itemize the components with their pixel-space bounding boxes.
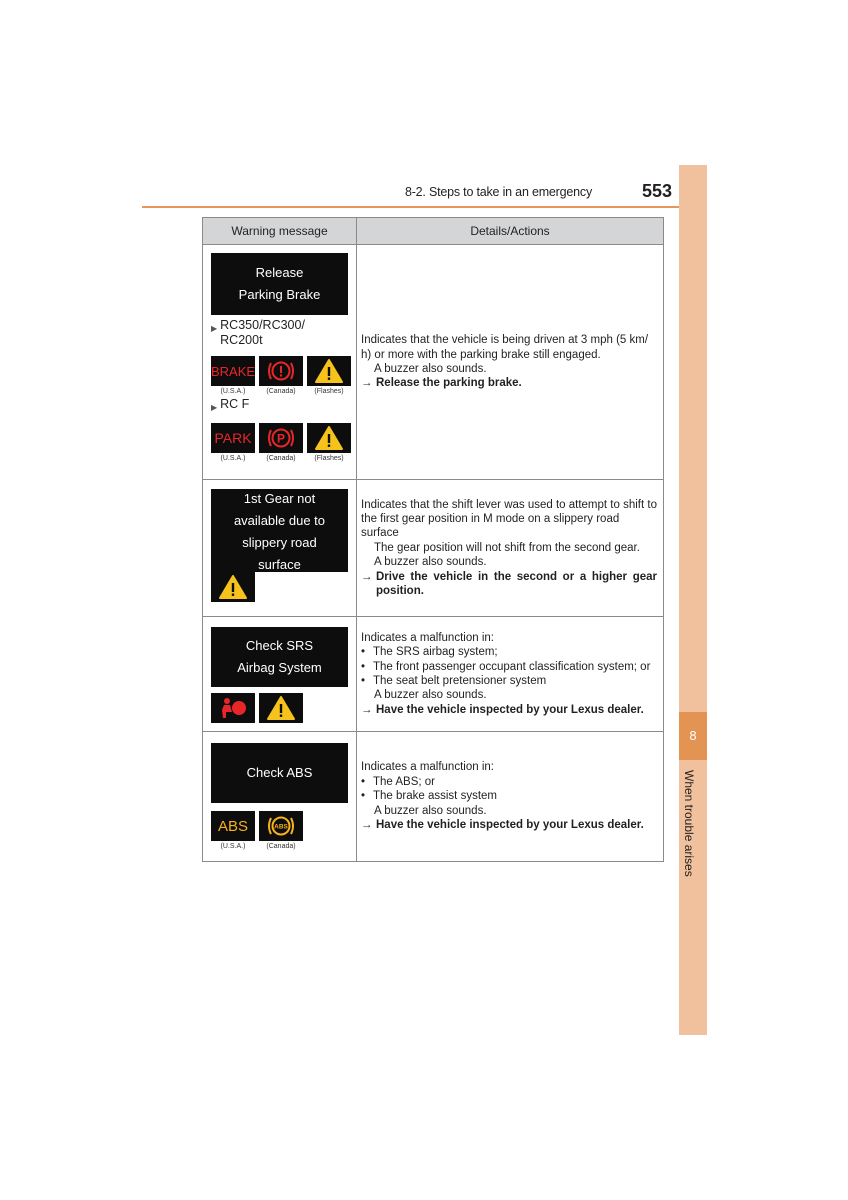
table-row [203, 480, 664, 617]
icon-labels: (U.S.A.) (Canada) (Flashes) [220, 388, 344, 395]
list-item: • The brake assist system [361, 790, 497, 803]
indicator-icons [211, 572, 356, 602]
side-tab [679, 165, 707, 1035]
col-warning-header: Warning message [203, 218, 357, 245]
table-row [203, 245, 664, 480]
action-line: → Have the vehicle inspected by your Lexus dealer. [361, 819, 644, 832]
indicator-icons [211, 423, 356, 453]
display-message: 1st Gear not available due to slippery road surface [211, 489, 348, 572]
parking-p-circle-icon [259, 423, 303, 453]
action-line: → Have the vehicle inspected by your Lexus dealer. [361, 703, 644, 716]
arrow-icon: → [361, 819, 373, 832]
warning-table [202, 217, 664, 862]
list-item: • The seat belt pretensioner system [361, 675, 547, 687]
details-cell: Indicates that the shift lever was used to attempt to shift to the first gear position in M mode on a slippery road surface The gear position will not shift from the second gear. A buzzer also sounds. → Drive the vehicle in the second or a higher gear position. [357, 480, 664, 617]
warning-cell [203, 617, 357, 732]
action-line: → Drive the vehicle in the second or a higher gear position. [361, 570, 657, 598]
warning-cell [203, 245, 357, 480]
warning-triangle-icon [307, 356, 351, 386]
svg-text:P: P [276, 431, 286, 446]
abs-text-icon: ABS [211, 811, 255, 841]
icon-labels: (U.S.A.) (Canada) (Flashes) [220, 455, 344, 462]
display-message: Check ABS [211, 743, 348, 803]
triangle-bullet-icon: ▶ [211, 403, 218, 412]
details-cell: Indicates a malfunction in: • The ABS; or • The brake assist system A buzzer also sounds. → Have the vehicle inspected by your Lexus dealer. [357, 732, 664, 862]
action-line: → Release the parking brake. [361, 377, 522, 390]
list-item: • The front passenger occupant classification system; or [361, 660, 651, 673]
section-title: 8-2. Steps to take in an emergency [404, 185, 592, 199]
page-number: 553 [641, 181, 672, 201]
details-cell: Indicates that the vehicle is being driven at 3 mph (5 km/ h) or more with the parking brake still engaged. A buzzer also sounds. → Release the parking brake. [357, 245, 664, 480]
parking-brake-circle-icon [259, 356, 303, 386]
warning-triangle-icon [211, 572, 255, 602]
warning-triangle-icon [307, 423, 351, 453]
table-row [203, 732, 664, 862]
svg-text:ABS: ABS [274, 823, 288, 831]
indicator-icons [211, 811, 356, 841]
col-details-header: Details/Actions [357, 218, 664, 245]
chapter-number: 8 [679, 712, 707, 760]
arrow-icon: → [361, 377, 373, 390]
indicator-icons [211, 356, 356, 386]
arrow-icon: → [361, 703, 373, 716]
icon-labels: (U.S.A.) (Canada) [220, 843, 296, 850]
model-label: ▶ RC350/RC300/ RC200t [211, 318, 305, 347]
brake-text-icon: BRAKE [211, 356, 255, 386]
display-message: Check SRS Airbag System [211, 627, 348, 687]
display-message: Release Parking Brake [211, 253, 348, 315]
indicator-icons [211, 693, 356, 723]
park-text-icon: PARK [211, 423, 255, 453]
abs-circle-icon [259, 811, 303, 841]
arrow-icon: → [361, 570, 373, 583]
table-header-row [203, 218, 664, 245]
header-rule [142, 206, 707, 208]
model-label: ▶ RC F [211, 397, 356, 415]
warning-triangle-icon [259, 693, 303, 723]
chapter-title: When trouble arises [682, 770, 696, 877]
list-item: • The SRS airbag system; [361, 646, 498, 659]
airbag-icon [211, 693, 255, 723]
warning-cell [203, 480, 357, 617]
table-row [203, 617, 664, 732]
details-cell: Indicates a malfunction in: • The SRS airbag system; • The front passenger occupant classification system; or • The seat belt pretensioner system A buzzer also sounds. → Have the vehicle inspected by your Lexus dealer. [357, 617, 664, 732]
warning-cell [203, 732, 357, 862]
list-item: • The ABS; or [361, 775, 436, 788]
triangle-bullet-icon: ▶ [211, 324, 218, 333]
